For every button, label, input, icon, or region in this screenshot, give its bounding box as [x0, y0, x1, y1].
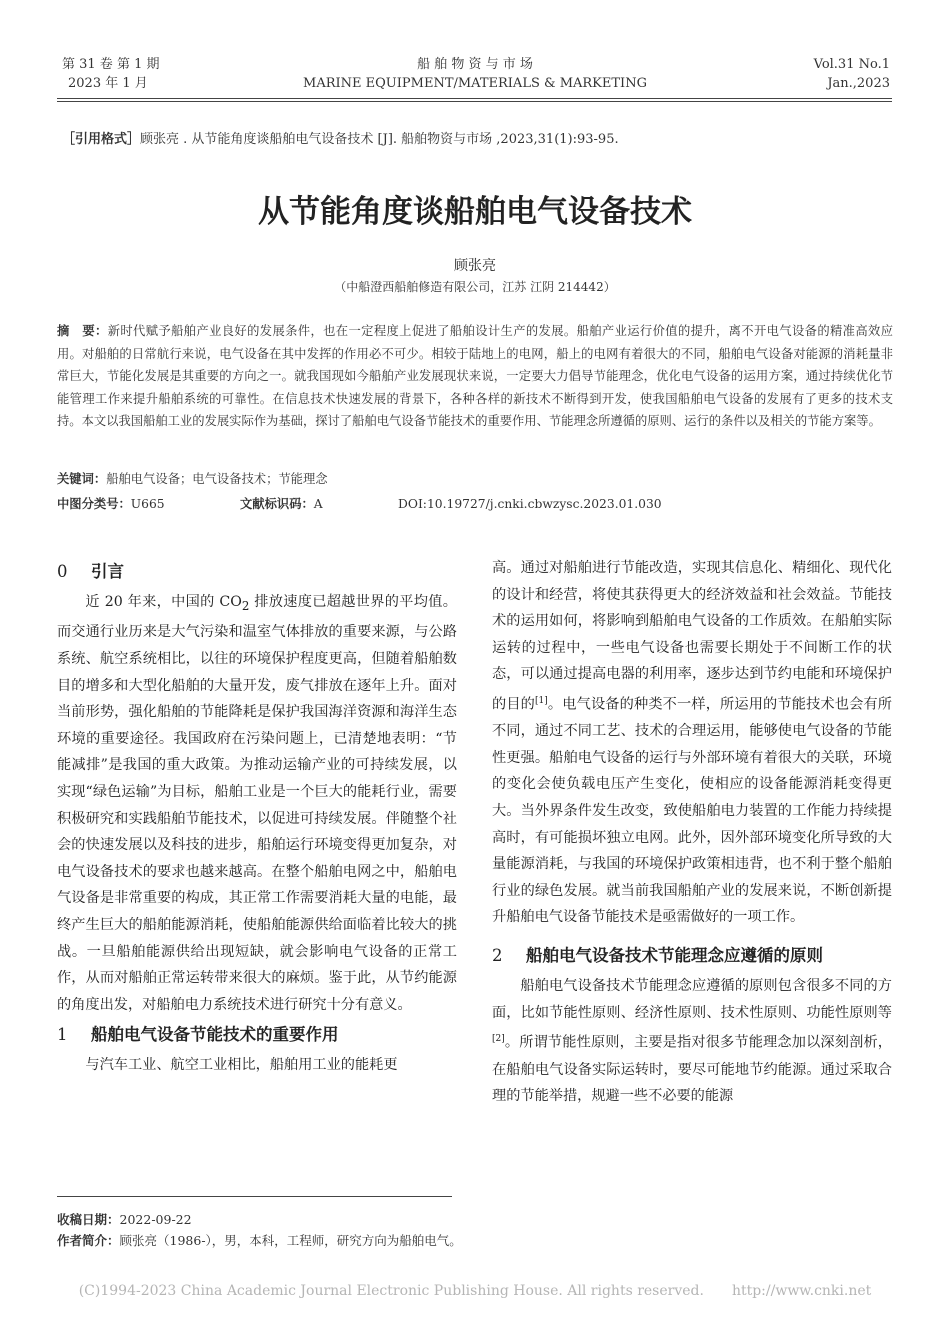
citation-text: 顾张亮 . 从节能角度谈船舶电气设备技术 [J]. 船舶物资与市场 ,2023,31(1):93-95. — [140, 132, 619, 147]
clc-code — [57, 493, 165, 515]
article-author: 顾张亮 — [454, 258, 496, 274]
received-date: 2022-09-22 — [119, 1212, 192, 1227]
journal-name-cn: 船 舶 物 资 与 市 场 — [417, 57, 533, 72]
s0-text-a: 近 20 年来，中国的 CO — [85, 594, 242, 610]
section-1-title: 船舶电气设备节能技术的重要作用 — [91, 1025, 339, 1045]
footnote-received — [57, 1209, 192, 1230]
header-month: Jan.,2023 — [827, 76, 890, 91]
s1-text-b: 。电气设备的种类不一样，所运用的节能技术也会有所不同，通过不同工艺、技术的合理运用，能够使电气设备的节能性更强。船舶电气设备的运行与外部环境有着很大的关联，环境的变化会使负载电压产生变化，使相应的设备能源消耗变得更大。当外界条件发生改变，致使船舶电力装置的工作能力持续提高时，有可能损坏独立电网。此外，因外部环境变化所导致的大量能源消耗，与我国的环境保护政策相违背，也不利于整个船舶行业的绿色发展。就当前我国船舶产业的发展来说，不断创新提升船舶电气设备节能技术是亟需做好的一项工作。 — [492, 696, 892, 926]
citation-label: ［引用格式］ — [62, 132, 141, 147]
section-1-heading — [57, 1018, 457, 1052]
section-1-paragraph-start: 与汽车工业、航空工业相比，船舶用工业的能耗更 — [85, 1057, 398, 1074]
received-label: 收稿日期： — [57, 1212, 120, 1227]
journal-name-en: MARINE EQUIPMENT/MATERIALS & MARKETING — [303, 76, 647, 91]
keywords-label: 关键词： — [57, 472, 107, 486]
section-1-number: 1 — [57, 1025, 68, 1045]
article-affiliation: （中船澄西船舶修造有限公司，江苏 江阴 214442） — [334, 280, 616, 294]
citation — [62, 128, 892, 147]
article-title: 从节能角度谈船舶电气设备技术 — [258, 194, 692, 230]
doc-label: 文献标识码： — [240, 497, 314, 511]
abstract-label: 摘 要： — [57, 324, 108, 338]
section-2-title: 船舶电气设备技术节能理念应遵循的原则 — [526, 946, 823, 966]
header-volume: 第 31 卷 第 1 期 — [62, 57, 160, 72]
section-1-paragraph-cont — [492, 555, 892, 931]
section-0-title: 引言 — [91, 562, 124, 581]
reference-1: [1] — [535, 695, 548, 706]
section-2-heading — [492, 939, 892, 973]
bio-label: 作者简介： — [57, 1233, 120, 1248]
section-2-paragraph — [492, 973, 892, 1110]
section-0-paragraph — [57, 589, 457, 1018]
footnote-author-bio — [57, 1230, 462, 1251]
header-vol-no: Vol.31 No.1 — [813, 57, 890, 72]
section-0-heading — [57, 555, 457, 589]
copyright-watermark: (C)1994-2023 China Academic Journal Electronic Publishing House. All rights reserved. http://www.cnki.net — [78, 1283, 872, 1299]
header-vol-en — [814, 55, 890, 93]
co2-subscript: 2 — [241, 598, 250, 613]
keywords — [57, 468, 328, 490]
left-column — [57, 555, 457, 1079]
doc-code — [240, 493, 323, 515]
right-column — [492, 555, 892, 1110]
header-rule-2 — [57, 101, 892, 102]
header-issue — [62, 55, 159, 93]
section-2-number: 2 — [492, 946, 503, 966]
s2-text-a: 船舶电气设备技术节能理念应遵循的原则包含很多不同的方面，比如节能性原则、经济性原则、技术性原则、功能性原则等 — [492, 978, 892, 1021]
s1-text-a: 高。通过对船舶进行节能改造，实现其信息化、精细化、现代化的设计和经营，将使其获得更大的经济效益和社会效益。节能技术的运用如何，将影响到船舶电气设备的工作质效。在船舶实际运转的过程中，一些电气设备也需要长期处于不间断工作的状态，可以通过提高电器的利用率，逐步达到节约电能和环境保护的目的 — [492, 560, 892, 713]
abstract-text: 新时代赋予船舶产业良好的发展条件，也在一定程度上促进了船舶设计生产的发展。船舶产业运行价值的提升，离不开电气设备的精准高效应用。对船舶的日常航行来说，电气设备在其中发挥的作用必不可少。相较于陆地上的电网，船上的电网有着很大的不同，船舶电气设备对能源的消耗量非常巨大，节能化发展是其重要的方向之一。就我国现如今船舶产业发展现状来说，一定要大力倡导节能理念，优化电气设备的运用方案，通过持续优化节能管理工作来提升船舶系统的可靠性。在信息技术快速发展的背景下，各种各样的新技术不断得到开发，使我国船舶电气设备的发展有了更多的技术支持。本文以我国船舶工业的发展实际作为基础，探讨了船舶电气设备节能技术的重要作用、节能理念所遵循的原则、运行的条件以及相关的节能方案等。 — [57, 324, 893, 428]
doc-value: A — [313, 497, 323, 511]
clc-value: U665 — [130, 497, 165, 511]
header-journal — [250, 55, 700, 93]
s2-text-b: 。所谓节能性原则，主要是指对很多节能理念加以深刻剖析，在船舶电气设备实际运转时，要尽可能地节约能源。通过采取合理的节能举措，规避一些不必要的能源 — [492, 1034, 892, 1105]
s0-text-b: 排放速度已超越世界的平均值。而交通行业历来是大气污染和温室气体排放的重要来源，与公路系统、航空系统相比，以往的环境保护程度更高，但随着船舶数目的增多和大型化船舶的大量开发，废气排放在逐年上升。面对当前形势，强化船舶的节能降耗是保护我国海洋资源和海洋生态环境的重要途径。我国政府在污染问题上，已清楚地表明：“节能减排”是我国的重大政策。为推动运输产业的可持续发展，以实现“绿色运输”为目标，船舶工业是一个巨大的能耗行业，需要积极研究和实践船舶节能技术，以促进可持续发展。伴随整个社会的快速发展以及科技的进步，船舶运行环境变得更加复杂，对电气设备技术的要求也越来越高。在整个船舶电网之中，船舶电气设备是非常重要的构成，其正常工作需要消耗大量的电能，最终产生巨大的船舶能源消耗，使船舶能源供给面临着比较大的挑战。一旦船舶能源供给出现短缺，就会影响电气设备的正常工作，从而对船舶正常运转带来很大的麻烦。鉴于此，从节约能源的角度出发，对船舶电力系统技术进行研究十分有意义。 — [57, 594, 457, 1013]
footnote-rule — [57, 1196, 452, 1197]
abstract — [57, 320, 893, 433]
header-rule — [57, 98, 892, 99]
reference-2: [2] — [492, 1034, 505, 1045]
keywords-text: 船舶电气设备；电气设备技术；节能理念 — [106, 472, 328, 486]
bio-text: 顾张亮（1986-），男，本科，工程师，研究方向为船舶电气。 — [119, 1233, 462, 1248]
clc-label: 中图分类号： — [57, 497, 131, 511]
section-0-number: 0 — [57, 562, 68, 581]
doi: DOI:10.19727/j.cnki.cbwzysc.2023.01.030 — [398, 497, 662, 511]
header-date: 2023 年 1 月 — [68, 76, 148, 91]
